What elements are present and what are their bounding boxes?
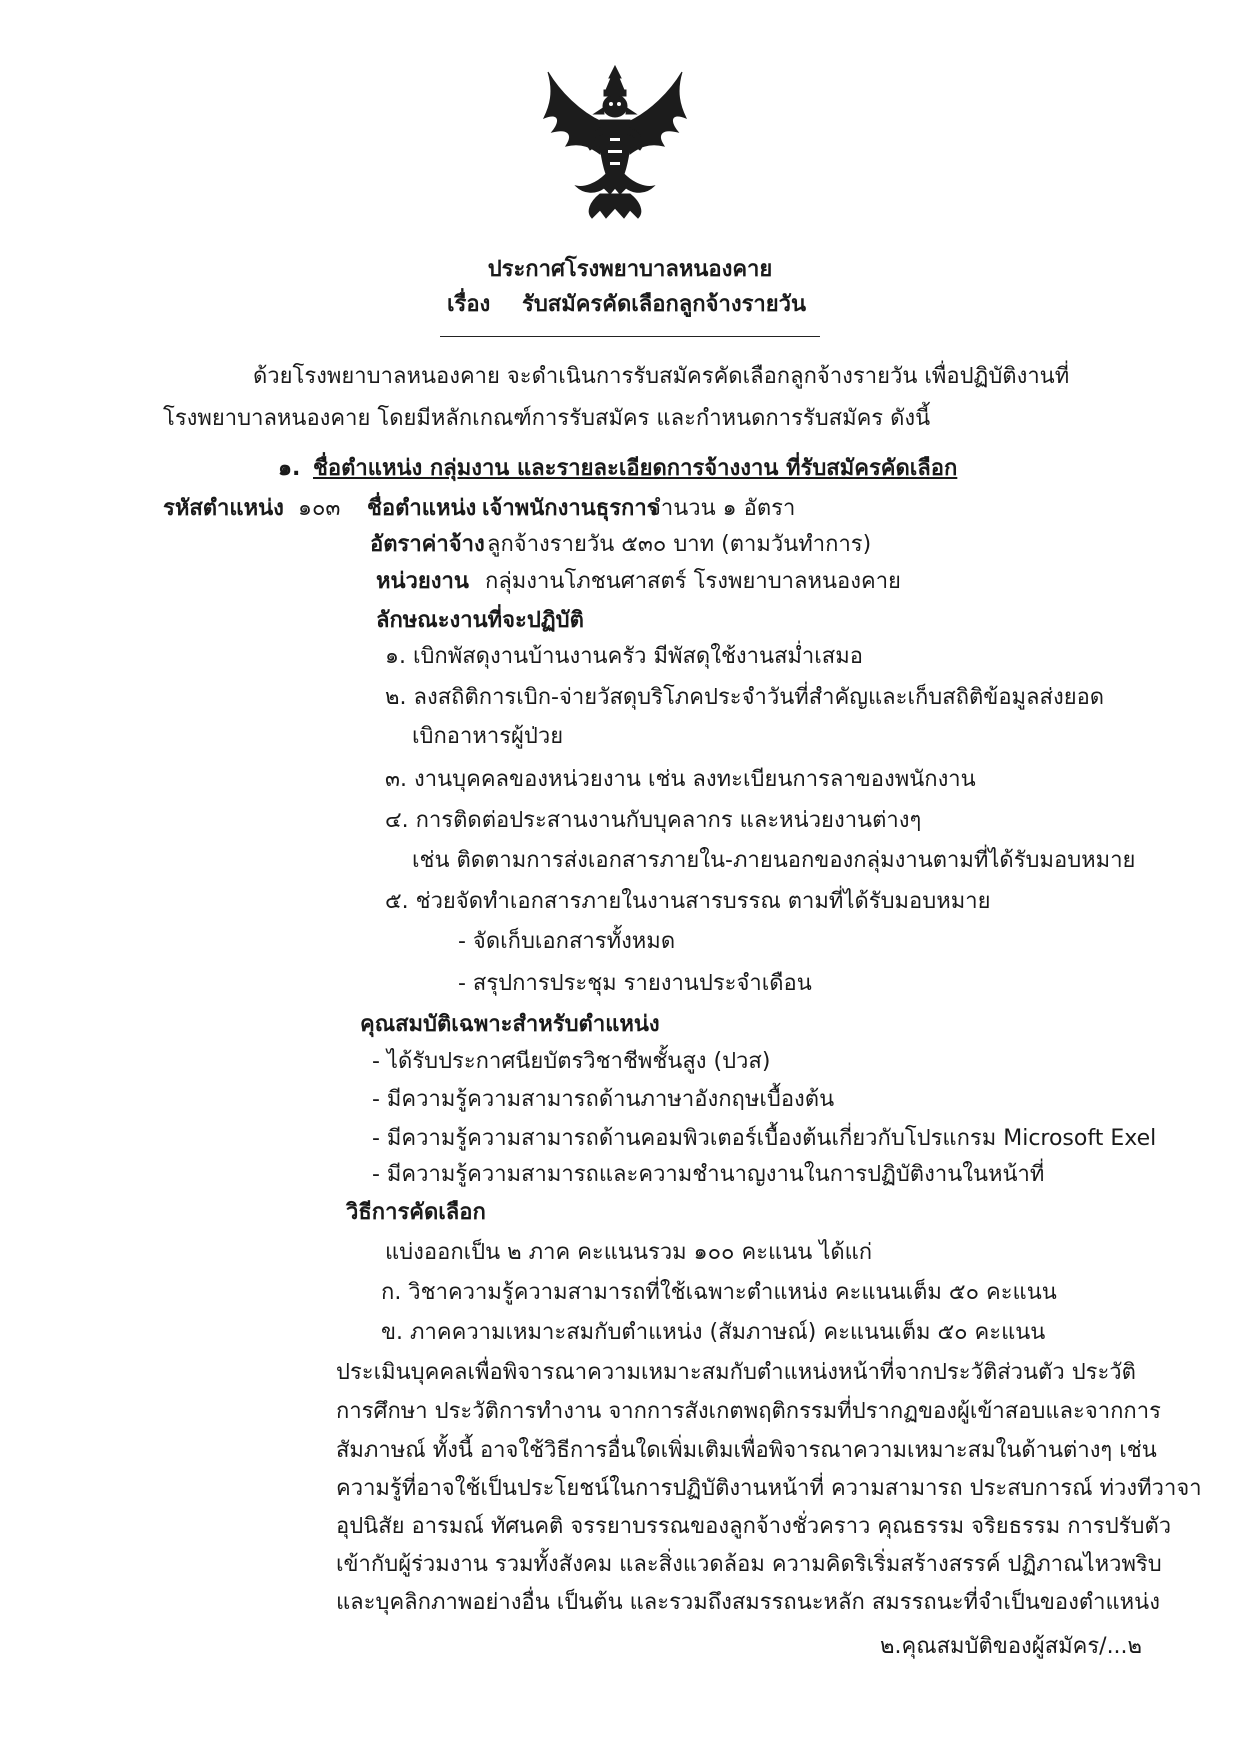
selection-heading: วิธีการคัดเลือก bbox=[346, 1200, 486, 1225]
position-name: เจ้าพนักงานธุรการ bbox=[482, 496, 659, 521]
section-1-number: ๑. bbox=[278, 456, 301, 481]
selection-para-line-3: สัมภาษณ์ ทั้งนี้ อาจใช้วิธีการอื่นใดเพิ่มเติมเพื่อพิจารณาความเหมาะสมในด้านต่างๆ เช่น bbox=[336, 1438, 1157, 1463]
garuda-emblem-icon bbox=[540, 62, 690, 222]
qualification-item-3: - มีความรู้ความสามารถด้านคอมพิวเตอร์เบื้องต้นเกี่ยวกับโปรแกรม Microsoft Exel bbox=[372, 1126, 1157, 1151]
qualification-item-1: - ได้รับประกาศนียบัตรวิชาชีพชั้นสูง (ปวส) bbox=[372, 1049, 771, 1074]
section-1-heading: ชื่อตำแหน่ง กลุ่มงาน และรายละเอียดการจ้างงาน ที่รับสมัครคัดเลือก bbox=[313, 456, 958, 481]
selection-para-line-2: การศึกษา ประวัติการทำงาน จากการสังเกตพฤติกรรมที่ปรากฏของผู้เข้าสอบและจากการ bbox=[336, 1399, 1161, 1424]
position-count: จำนวน ๑ อัตรา bbox=[648, 496, 796, 521]
selection-para-line-4: ความรู้ที่อาจใช้เป็นประโยชน์ในการปฏิบัติงานหน้าที่ ความสามารถ ประสบการณ์ ท่วงทีวาจา bbox=[336, 1476, 1202, 1501]
qualification-item-2: - มีความรู้ความสามารถด้านภาษาอังกฤษเบื้องต้น bbox=[372, 1087, 835, 1112]
duty-item-4: ๔. การติดต่อประสานงานกับบุคลากร และหน่วยงานต่างๆ bbox=[385, 808, 922, 833]
duty-item-5: ๕. ช่วยจัดทำเอกสารภายในงานสารบรรณ ตามที่ได้รับมอบหมาย bbox=[385, 889, 991, 914]
page-continuation: ๒.คุณสมบัติของผู้สมัคร/...๒ bbox=[880, 1634, 1143, 1659]
position-code-label: รหัสตำแหน่ง bbox=[163, 496, 284, 521]
unit-label: หน่วยงาน bbox=[376, 569, 469, 594]
duties-heading: ลักษณะงานที่จะปฏิบัติ bbox=[376, 608, 584, 633]
duty-item-1: ๑. เบิกพัสดุงานบ้านงานครัว มีพัสดุใช้งานสม่ำเสมอ bbox=[385, 644, 863, 669]
wage-label: อัตราค่าจ้าง bbox=[370, 532, 485, 557]
intro-line-2: โรงพยาบาลหนองคาย โดยมีหลักเกณฑ์การรับสมัคร และกำหนดการรับสมัคร ดังนี้ bbox=[163, 406, 931, 431]
wage-text: ลูกจ้างรายวัน ๕๓๐ บาท (ตามวันทำการ) bbox=[487, 532, 872, 557]
intro-line-1: ด้วยโรงพยาบาลหนองคาย จะดำเนินการรับสมัครคัดเลือกลูกจ้างรายวัน เพื่อปฏิบัติงานที่ bbox=[253, 364, 1070, 389]
duty-item-4-cont: เช่น ติดตามการส่งเอกสารภายใน-ภายนอกของกลุ่มงานตามที่ได้รับมอบหมาย bbox=[412, 848, 1136, 873]
subject-label: เรื่อง bbox=[447, 292, 491, 317]
position-code: ๑๐๓ bbox=[298, 496, 341, 521]
selection-intro: แบ่งออกเป็น ๒ ภาค คะแนนรวม ๑๐๐ คะแนน ได้แก่ bbox=[385, 1240, 873, 1265]
position-name-label: ชื่อตำแหน่ง bbox=[367, 496, 477, 521]
selection-para-line-7: และบุคลิกภาพอย่างอื่น เป็นต้น และรวมถึงสมรรถนะหลัก สมรรถนะที่จำเป็นของตำแหน่ง bbox=[336, 1590, 1160, 1615]
header-divider bbox=[440, 336, 820, 337]
qualifications-heading: คุณสมบัติเฉพาะสำหรับตำแหน่ง bbox=[360, 1012, 660, 1037]
qualification-item-4: - มีความรู้ความสามารถและความชำนาญงานในการปฏิบัติงานในหน้าที่ bbox=[372, 1162, 1045, 1187]
duty-item-3: ๓. งานบุคคลของหน่วยงาน เช่น ลงทะเบียนการลาของพนักงาน bbox=[385, 767, 976, 792]
duty-item-2: ๒. ลงสถิติการเบิก-จ่ายวัสดุบริโภคประจำวันที่สำคัญและเก็บสถิติข้อมูลส่งยอด bbox=[385, 685, 1105, 710]
selection-para-line-5: อุปนิสัย อารมณ์ ทัศนคติ จรรยาบรรณของลูกจ้างชั่วคราว คุณธรรม จริยธรรม การปรับตัว bbox=[336, 1514, 1172, 1539]
selection-part-b: ข. ภาคความเหมาะสมกับตำแหน่ง (สัมภาษณ์) คะแนนเต็ม ๕๐ คะแนน bbox=[381, 1320, 1046, 1345]
selection-para-line-6: เข้ากับผู้ร่วมงาน รวมทั้งสังคม และสิ่งแวดล้อม ความคิดริเริ่มสร้างสรรค์ ปฏิภาณไหวพริบ bbox=[336, 1552, 1162, 1577]
duty-item-2-cont: เบิกอาหารผู้ป่วย bbox=[412, 724, 564, 749]
duty-item-5-sub-1: - จัดเก็บเอกสารทั้งหมด bbox=[458, 929, 676, 954]
duty-item-5-sub-2: - สรุปการประชุม รายงานประจำเดือน bbox=[458, 971, 812, 996]
selection-para-line-1: ประเมินบุคคลเพื่อพิจารณาความเหมาะสมกับตำแหน่งหน้าที่จากประวัติส่วนตัว ประวัติ bbox=[336, 1360, 1136, 1385]
subject-text: รับสมัครคัดเลือกลูกจ้างรายวัน bbox=[522, 292, 807, 317]
selection-part-a: ก. วิชาความรู้ความสามารถที่ใช้เฉพาะตำแหน่ง คะแนนเต็ม ๕๐ คะแนน bbox=[381, 1280, 1057, 1305]
announcement-title: ประกาศโรงพยาบาลหนองคาย bbox=[487, 257, 773, 282]
unit-text: กลุ่มงานโภชนศาสตร์ โรงพยาบาลหนองคาย bbox=[485, 569, 901, 594]
